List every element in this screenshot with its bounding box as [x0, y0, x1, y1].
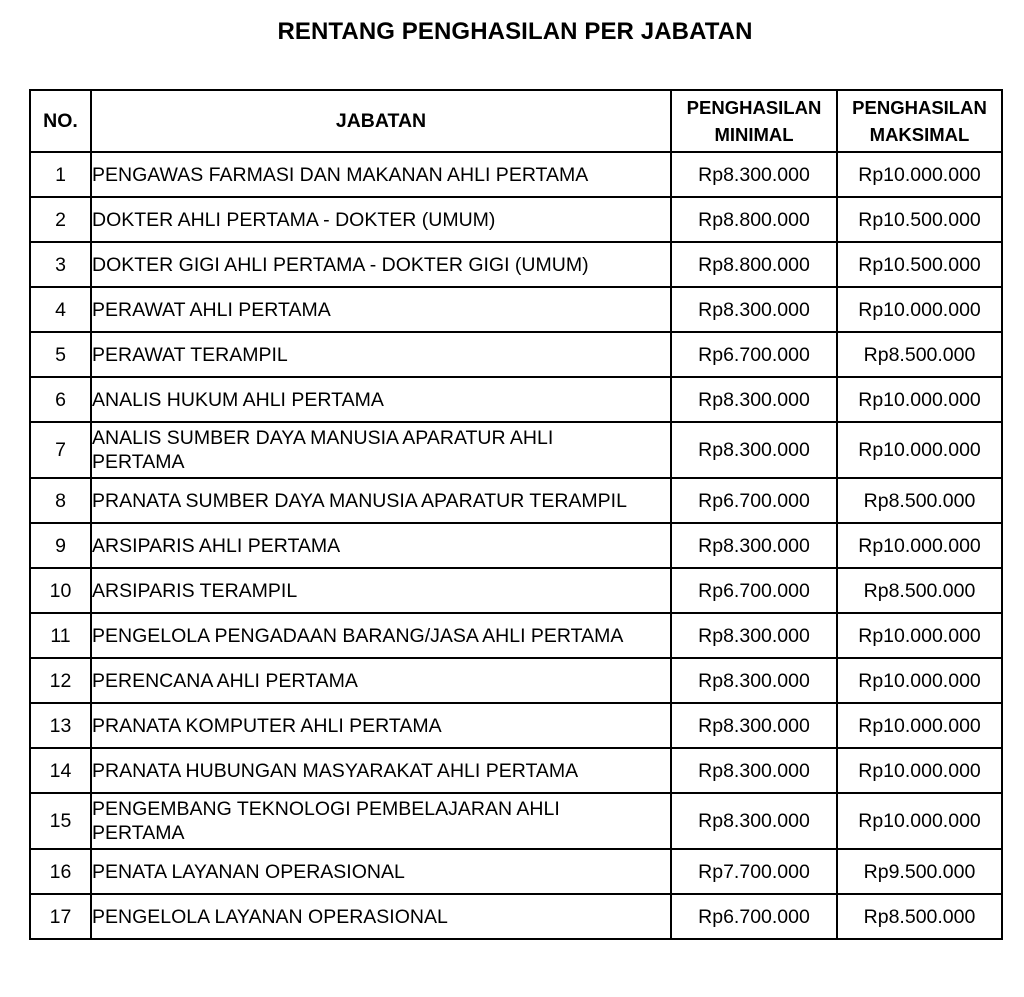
row-min-salary: Rp8.300.000	[671, 748, 837, 793]
row-max-salary: Rp10.500.000	[837, 197, 1002, 242]
row-no: 4	[30, 287, 91, 332]
row-jabatan	[91, 793, 671, 849]
row-min-salary: Rp8.300.000	[671, 613, 837, 658]
table-row	[30, 242, 1002, 287]
table-row	[30, 894, 1002, 939]
row-min-salary: Rp8.300.000	[671, 793, 837, 849]
row-jabatan: PERAWAT TERAMPIL	[91, 332, 671, 377]
row-max-salary: Rp10.000.000	[837, 613, 1002, 658]
row-max-salary: Rp10.000.000	[837, 523, 1002, 568]
row-jabatan: PENGELOLA PENGADAAN BARANG/JASA AHLI PERTAMA	[91, 613, 671, 658]
row-no: 9	[30, 523, 91, 568]
row-min-salary: Rp6.700.000	[671, 894, 837, 939]
row-min-salary: Rp8.800.000	[671, 197, 837, 242]
row-min-salary: Rp8.300.000	[671, 523, 837, 568]
row-jabatan: PRANATA SUMBER DAYA MANUSIA APARATUR TERAMPIL	[91, 478, 671, 523]
row-jabatan: DOKTER GIGI AHLI PERTAMA - DOKTER GIGI (UMUM)	[91, 242, 671, 287]
row-jabatan: DOKTER AHLI PERTAMA - DOKTER (UMUM)	[91, 197, 671, 242]
table-row	[30, 197, 1002, 242]
row-jabatan: PERENCANA AHLI PERTAMA	[91, 658, 671, 703]
table-row	[30, 332, 1002, 377]
row-max-salary: Rp10.000.000	[837, 748, 1002, 793]
header-max-salary	[837, 90, 1002, 152]
row-jabatan: PRANATA HUBUNGAN MASYARAKAT AHLI PERTAMA	[91, 748, 671, 793]
row-no: 5	[30, 332, 91, 377]
row-max-salary: Rp10.000.000	[837, 658, 1002, 703]
table-header-row	[30, 90, 1002, 152]
table-row	[30, 523, 1002, 568]
row-jabatan-line1: PENGEMBANG TEKNOLOGI PEMBELAJARAN AHLI	[92, 798, 560, 820]
row-min-salary: Rp6.700.000	[671, 478, 837, 523]
row-max-salary: Rp9.500.000	[837, 849, 1002, 894]
row-min-salary: Rp8.300.000	[671, 287, 837, 332]
row-min-salary: Rp8.300.000	[671, 377, 837, 422]
row-no: 1	[30, 152, 91, 197]
row-jabatan: PRANATA KOMPUTER AHLI PERTAMA	[91, 703, 671, 748]
table-row	[30, 849, 1002, 894]
row-no: 10	[30, 568, 91, 613]
row-min-salary: Rp8.300.000	[671, 658, 837, 703]
row-max-salary: Rp8.500.000	[837, 568, 1002, 613]
row-no: 7	[30, 422, 91, 478]
row-max-salary: Rp10.000.000	[837, 287, 1002, 332]
header-max-line1: PENGHASILAN	[852, 97, 987, 118]
row-no: 13	[30, 703, 91, 748]
table-row	[30, 613, 1002, 658]
row-jabatan-line2: PERTAMA	[92, 822, 185, 844]
row-min-salary: Rp8.300.000	[671, 703, 837, 748]
row-jabatan: PENGAWAS FARMASI DAN MAKANAN AHLI PERTAMA	[91, 152, 671, 197]
row-no: 3	[30, 242, 91, 287]
page-title: RENTANG PENGHASILAN PER JABATAN	[277, 18, 753, 45]
row-jabatan	[91, 422, 671, 478]
row-jabatan-line2: PERTAMA	[92, 451, 185, 473]
header-max-line2: MAKSIMAL	[869, 124, 970, 145]
row-no: 16	[30, 849, 91, 894]
row-no: 8	[30, 478, 91, 523]
row-max-salary: Rp10.000.000	[837, 703, 1002, 748]
row-min-salary: Rp7.700.000	[671, 849, 837, 894]
salary-range-table	[29, 89, 1003, 940]
row-min-salary: Rp8.800.000	[671, 242, 837, 287]
row-no: 11	[30, 613, 91, 658]
row-max-salary: Rp10.000.000	[837, 377, 1002, 422]
row-max-salary: Rp10.000.000	[837, 422, 1002, 478]
header-min-line2: MINIMAL	[714, 124, 794, 145]
row-no: 6	[30, 377, 91, 422]
table-row	[30, 793, 1002, 849]
table-row	[30, 658, 1002, 703]
row-no: 17	[30, 894, 91, 939]
row-no: 12	[30, 658, 91, 703]
table-row	[30, 703, 1002, 748]
table-row	[30, 422, 1002, 478]
table-row	[30, 377, 1002, 422]
row-jabatan: PERAWAT AHLI PERTAMA	[91, 287, 671, 332]
header-no: NO.	[30, 90, 91, 152]
row-jabatan: ANALIS HUKUM AHLI PERTAMA	[91, 377, 671, 422]
header-min-line1: PENGHASILAN	[686, 97, 822, 118]
header-min-salary	[671, 90, 837, 152]
row-max-salary: Rp10.000.000	[837, 793, 1002, 849]
table-row	[30, 748, 1002, 793]
row-max-salary: Rp8.500.000	[837, 894, 1002, 939]
row-no: 14	[30, 748, 91, 793]
row-jabatan: ARSIPARIS AHLI PERTAMA	[91, 523, 671, 568]
row-jabatan: ARSIPARIS TERAMPIL	[91, 568, 671, 613]
row-no: 2	[30, 197, 91, 242]
row-jabatan: PENATA LAYANAN OPERASIONAL	[91, 849, 671, 894]
row-min-salary: Rp8.300.000	[671, 152, 837, 197]
table-row	[30, 568, 1002, 613]
row-jabatan: PENGELOLA LAYANAN OPERASIONAL	[91, 894, 671, 939]
row-no: 15	[30, 793, 91, 849]
row-jabatan-line1: ANALIS SUMBER DAYA MANUSIA APARATUR AHLI	[92, 427, 554, 449]
row-max-salary: Rp10.500.000	[837, 242, 1002, 287]
table-row	[30, 152, 1002, 197]
header-jabatan: JABATAN	[91, 90, 671, 152]
row-min-salary: Rp8.300.000	[671, 422, 837, 478]
row-max-salary: Rp10.000.000	[837, 152, 1002, 197]
row-max-salary: Rp8.500.000	[837, 332, 1002, 377]
row-min-salary: Rp6.700.000	[671, 332, 837, 377]
row-min-salary: Rp6.700.000	[671, 568, 837, 613]
table-row	[30, 478, 1002, 523]
row-max-salary: Rp8.500.000	[837, 478, 1002, 523]
table-row	[30, 287, 1002, 332]
